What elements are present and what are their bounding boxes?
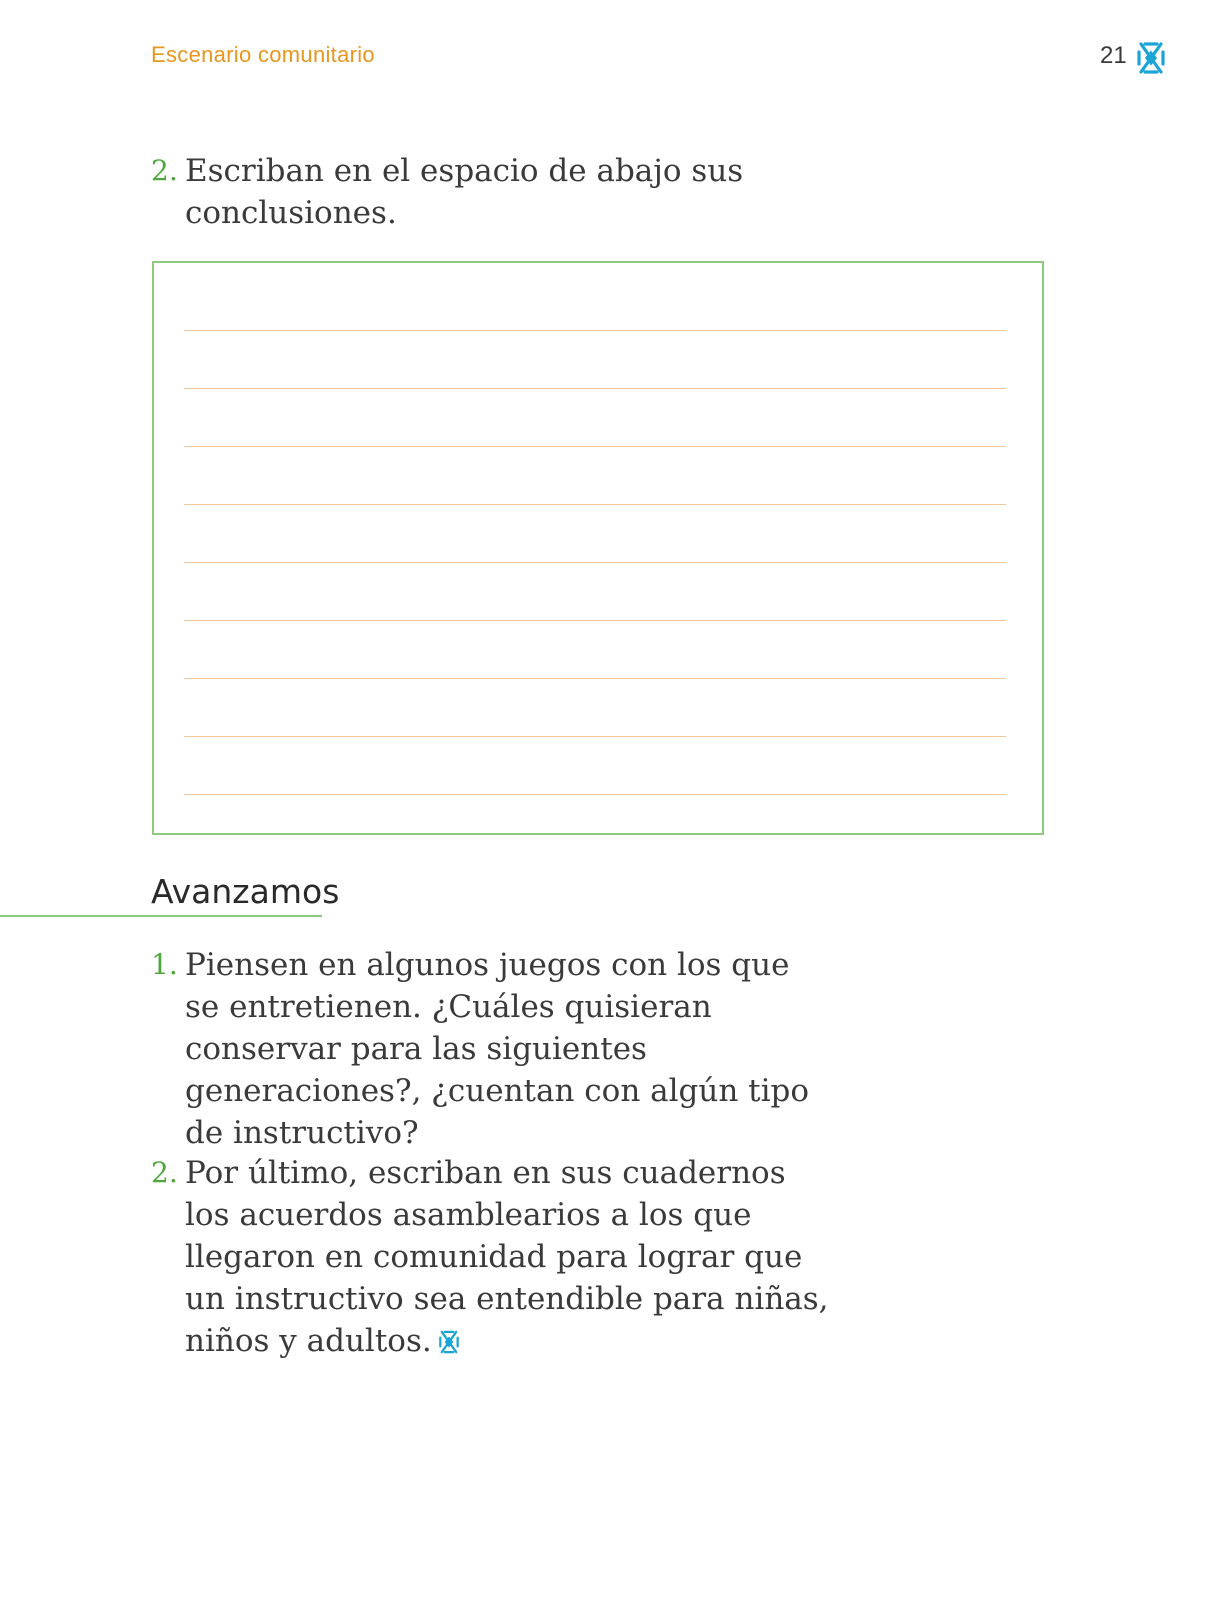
writing-line[interactable] <box>184 504 1006 505</box>
writing-line[interactable] <box>184 678 1006 679</box>
writing-line[interactable] <box>184 620 1006 621</box>
section-divider <box>0 915 322 917</box>
writing-line[interactable] <box>184 562 1006 563</box>
answer-box[interactable] <box>152 261 1044 835</box>
activity-item <box>151 150 831 234</box>
item-text: Escriban en el espacio de abajo sus conclusiones. <box>185 153 744 231</box>
item-number: 1. <box>151 948 178 981</box>
writing-line[interactable] <box>184 794 1006 795</box>
section-label: Escenario comunitario <box>151 42 375 67</box>
activity-item <box>151 1152 831 1362</box>
writing-line[interactable] <box>184 330 1006 331</box>
item-text: Piensen en algunos juegos con los que se entretienen. ¿Cuáles quisieran conservar para las siguientes generaciones?, ¿cuentan con algún tipo de instructivo? <box>185 947 810 1151</box>
item-text-wrapper <box>185 1152 831 1362</box>
writing-line[interactable] <box>184 446 1006 447</box>
item-number: 2. <box>151 154 178 187</box>
writing-line[interactable] <box>184 388 1006 389</box>
item-number: 2. <box>151 1156 178 1189</box>
section-title: Avanzamos <box>151 872 340 911</box>
item-text: Por último, escriban en sus cuadernos los acuerdos asamblearios a los que llegaron en comunidad para lograr que un instructivo sea entendible para niñas, niños y adultos. <box>185 1155 829 1359</box>
flower-ornament-icon <box>1136 40 1166 76</box>
writing-line[interactable] <box>184 736 1006 737</box>
page-number: 21 <box>1100 42 1127 69</box>
flower-ornament-icon <box>438 1329 460 1355</box>
activity-item <box>151 944 831 1154</box>
